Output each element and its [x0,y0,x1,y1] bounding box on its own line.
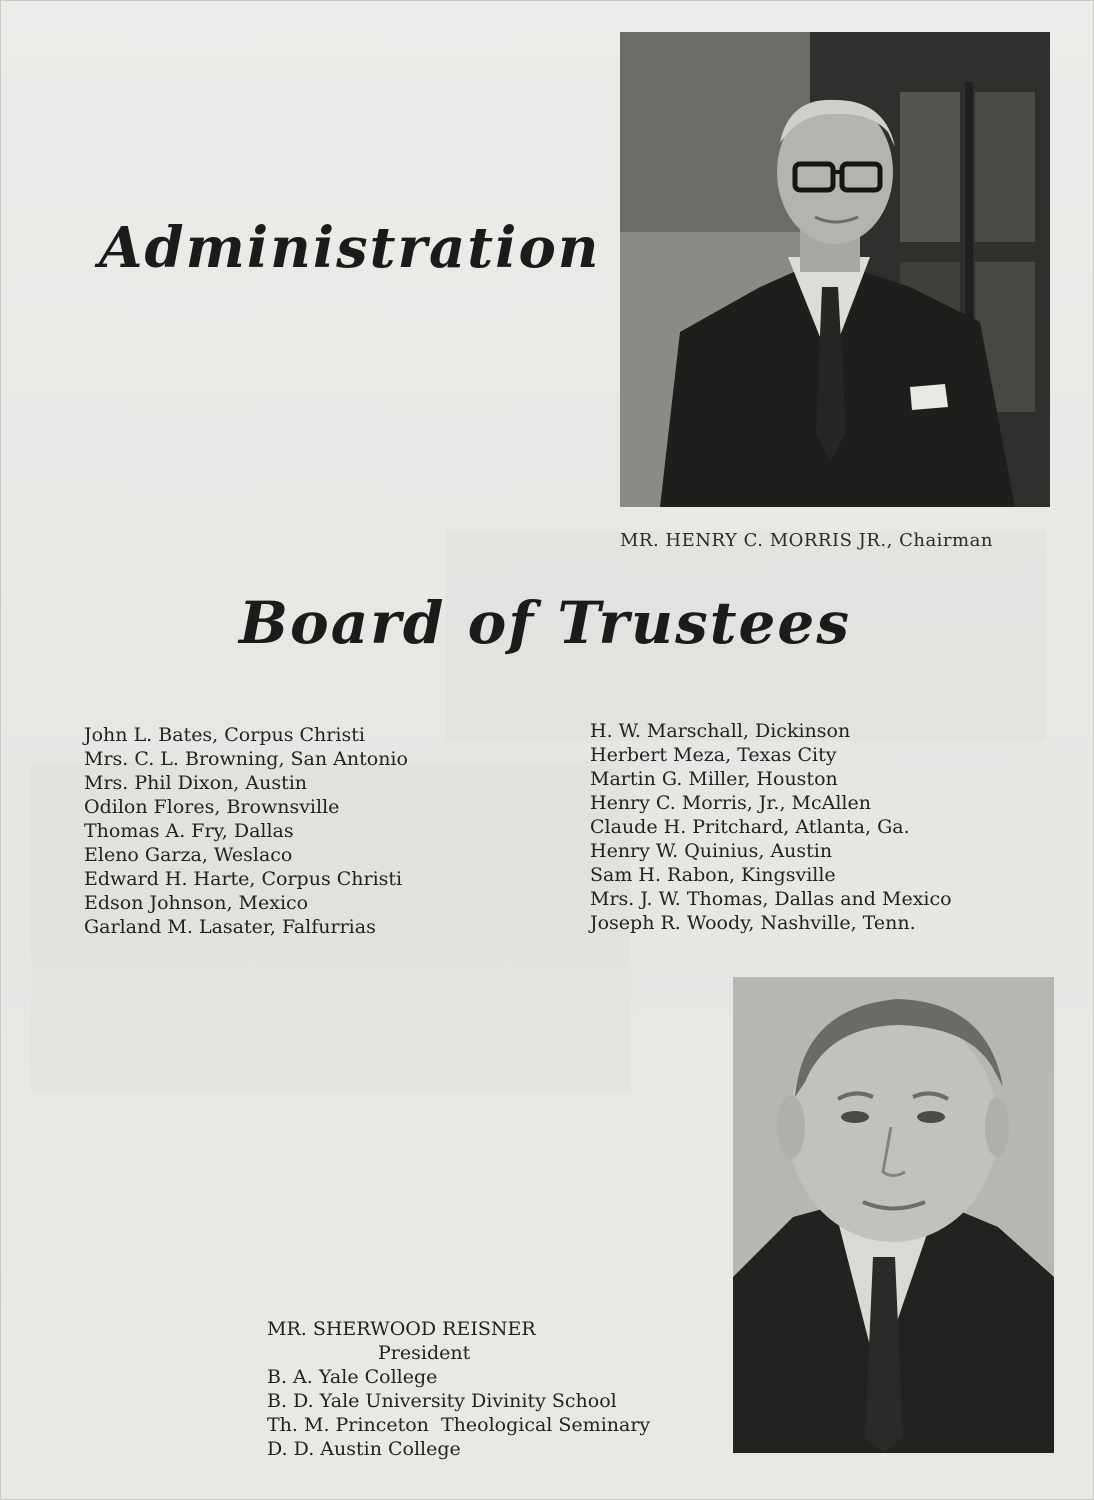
trustee-entry: H. W. Marschall, Dickinson [590,720,851,742]
portrait-photo-icon [733,977,1054,1453]
degree-entry: D. D. Austin College [267,1438,461,1460]
trustee-entry: John L. Bates, Corpus Christi [84,724,365,746]
trustee-entry: Henry W. Quinius, Austin [590,840,833,862]
trustee-entry: Sam H. Rabon, Kingsville [590,864,836,886]
chairman-photo [620,32,1050,507]
trustee-entry: Martin G. Miller, Houston [590,768,838,790]
president-name: MR. SHERWOOD REISNER [267,1318,536,1340]
chairman-caption: MR. HENRY C. MORRIS JR., Chairman [620,530,993,551]
administration-heading: Administration [99,215,601,281]
president-title: President [378,1342,471,1364]
trustee-entry: Herbert Meza, Texas City [590,744,837,766]
trustee-entry: Edson Johnson, Mexico [84,892,309,914]
trustee-entry: Edward H. Harte, Corpus Christi [84,868,403,890]
trustee-entry: Thomas A. Fry, Dallas [84,820,294,842]
trustee-entry: Joseph R. Woody, Nashville, Tenn. [590,912,916,934]
trustee-entry: Garland M. Lasater, Falfurrias [84,916,376,938]
trustee-entry: Mrs. Phil Dixon, Austin [84,772,308,794]
portrait-photo-icon [620,32,1050,507]
trustee-entry: Eleno Garza, Weslaco [84,844,293,866]
trustee-entry: Claude H. Pritchard, Atlanta, Ga. [590,816,910,838]
president-details [267,1317,650,1461]
president-photo [733,977,1054,1453]
degree-entry: B. A. Yale College [267,1366,438,1388]
trustee-entry: Mrs. C. L. Browning, San Antonio [84,748,408,770]
degree-entry: B. D. Yale University Divinity School [267,1390,617,1412]
trustee-list-left [84,723,408,939]
board-of-trustees-heading: Board of Trustees [239,589,851,657]
trustee-entry: Henry C. Morris, Jr., McAllen [590,792,871,814]
trustee-entry: Mrs. J. W. Thomas, Dallas and Mexico [590,888,952,910]
trustee-entry: Odilon Flores, Brownsville [84,796,340,818]
degree-entry: Th. M. Princeton Theological Seminary [267,1414,651,1436]
trustee-list-right [590,719,952,935]
